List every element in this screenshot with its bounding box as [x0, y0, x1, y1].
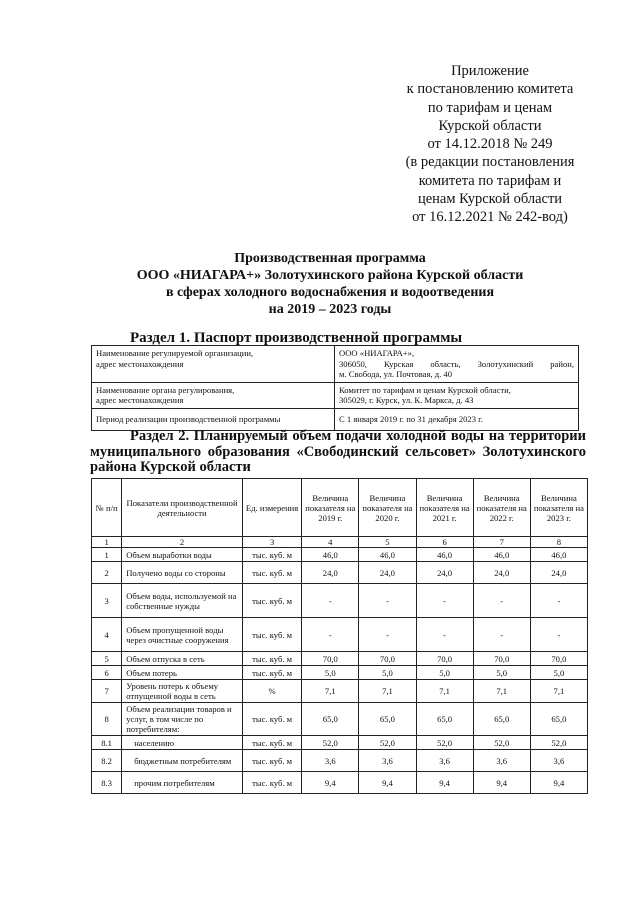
- section1-title: Раздел 1. Паспорт производственной программы: [130, 330, 463, 346]
- appendix-line: (в редакции постановления: [405, 154, 575, 171]
- table-body: [92, 548, 588, 794]
- section2-title-line: муниципального образования «Свободинский сельсовет» Золотухинского: [90, 443, 586, 460]
- passport-label: [92, 408, 335, 430]
- value-cell: 52,0: [416, 736, 473, 750]
- indicator-name: бюджетным потребителям: [122, 750, 243, 772]
- value-cell: 9,4: [530, 772, 587, 794]
- value-cell: 46,0: [359, 548, 416, 562]
- appendix-line: Приложение: [451, 63, 529, 79]
- value-cell: 70,0: [530, 652, 587, 666]
- indicator-name: Объем реализации товаров и услуг, в том числе по потребителям:: [122, 703, 243, 736]
- value-cell: 7,1: [530, 680, 587, 703]
- indicator-name: Объем воды, используемой на собственные нужды: [122, 584, 243, 618]
- value-cell: -: [359, 584, 416, 618]
- indicator-name: Объем отпуска в сеть: [122, 652, 243, 666]
- unit-cell: тыс. куб. м: [242, 772, 301, 794]
- value-cell: 24,0: [302, 562, 359, 584]
- indicator-name: Объем потерь: [122, 666, 243, 680]
- passport-label-line: Период реализации производственной программы: [96, 413, 281, 424]
- value-cell: 24,0: [530, 562, 587, 584]
- column-number: 4: [302, 537, 359, 548]
- column-number: 1: [92, 537, 122, 548]
- indicator-name: Объем выработки воды: [122, 548, 243, 562]
- table-row: [92, 562, 588, 584]
- value-cell: 7,1: [302, 680, 359, 703]
- table-row: [92, 772, 588, 794]
- section2-title-line: района Курской области: [90, 459, 251, 475]
- passport-row: [92, 382, 579, 408]
- value-cell: 24,0: [473, 562, 530, 584]
- appendix-line: от 14.12.2018 № 249: [427, 136, 553, 153]
- passport-label: [92, 346, 335, 383]
- indicator-name: прочим потребителям: [122, 772, 243, 794]
- column-number: 2: [122, 537, 243, 548]
- passport-label: [92, 382, 335, 408]
- row-number: 5: [92, 652, 122, 666]
- value-cell: 5,0: [473, 666, 530, 680]
- value-cell: -: [302, 618, 359, 652]
- value-cell: 46,0: [416, 548, 473, 562]
- section2-title-line: Раздел 2. Планируемый объем подачи холодной воды на территории: [130, 428, 586, 444]
- row-number: 8.1: [92, 736, 122, 750]
- value-cell: -: [416, 618, 473, 652]
- value-cell: 24,0: [359, 562, 416, 584]
- header-cell: Величина показателя на 2019 г.: [302, 479, 359, 537]
- program-title-line: Производственная программа: [234, 251, 426, 266]
- appendix-line: по тарифам и ценам: [427, 99, 553, 116]
- row-number: 8: [92, 703, 122, 736]
- row-number: 6: [92, 666, 122, 680]
- unit-cell: тыс. куб. м: [242, 750, 301, 772]
- value-cell: 5,0: [416, 666, 473, 680]
- value-cell: 52,0: [473, 736, 530, 750]
- indicator-name: населению: [122, 736, 243, 750]
- unit-cell: тыс. куб. м: [242, 666, 301, 680]
- table-header-row: [92, 479, 588, 537]
- value-cell: -: [302, 584, 359, 618]
- unit-cell: тыс. куб. м: [242, 652, 301, 666]
- value-cell: 46,0: [473, 548, 530, 562]
- value-cell: -: [530, 584, 587, 618]
- row-number: 3: [92, 584, 122, 618]
- header-cell: Величина показателя на 2023 г.: [530, 479, 587, 537]
- passport-value: [335, 382, 579, 408]
- value-cell: 65,0: [302, 703, 359, 736]
- table-row: [92, 548, 588, 562]
- value-cell: 9,4: [473, 772, 530, 794]
- appendix-line: комитета по тарифам и: [418, 172, 562, 189]
- value-cell: 46,0: [302, 548, 359, 562]
- unit-cell: тыс. куб. м: [242, 618, 301, 652]
- table-row: [92, 736, 588, 750]
- value-cell: 70,0: [302, 652, 359, 666]
- value-cell: 3,6: [473, 750, 530, 772]
- table-row: [92, 750, 588, 772]
- value-cell: 70,0: [473, 652, 530, 666]
- program-title: [70, 250, 590, 318]
- value-cell: 52,0: [302, 736, 359, 750]
- value-cell: -: [359, 618, 416, 652]
- appendix-line: Курской области: [438, 117, 542, 134]
- indicator-name: Получено воды со стороны: [122, 562, 243, 584]
- value-cell: 46,0: [530, 548, 587, 562]
- row-number: 2: [92, 562, 122, 584]
- value-cell: 7,1: [359, 680, 416, 703]
- table-row: [92, 618, 588, 652]
- value-cell: -: [473, 584, 530, 618]
- passport-value-line: Комитет по тарифам и ценам Курской области,: [339, 384, 511, 395]
- unit-cell: %: [242, 680, 301, 703]
- unit-cell: тыс. куб. м: [242, 736, 301, 750]
- column-number: 8: [530, 537, 587, 548]
- row-number: 4: [92, 618, 122, 652]
- section2-title: [90, 429, 586, 476]
- column-number: 3: [242, 537, 301, 548]
- column-number: 5: [359, 537, 416, 548]
- passport-row: [92, 408, 579, 430]
- passport-label-line: адрес местонахождения: [96, 358, 184, 369]
- value-cell: 24,0: [416, 562, 473, 584]
- program-title-line: ООО «НИАГАРА+» Золотухинского района Курской области: [136, 268, 524, 283]
- table-row: [92, 652, 588, 666]
- value-cell: 65,0: [359, 703, 416, 736]
- passport-value-line: С 1 января 2019 г. по 31 декабря 2023 г.: [339, 413, 483, 424]
- column-number: 7: [473, 537, 530, 548]
- table-row: [92, 666, 588, 680]
- passport-value-line: 305029, г. Курск, ул. К. Маркса, д. 43: [339, 395, 474, 406]
- value-cell: 52,0: [530, 736, 587, 750]
- indicator-name: Объем пропущенной воды через очистные сооружения: [122, 618, 243, 652]
- column-number: 6: [416, 537, 473, 548]
- passport-label-line: адрес местонахождения: [96, 395, 184, 406]
- passport-table: [91, 345, 579, 431]
- table-row: [92, 680, 588, 703]
- column-number-row: [92, 537, 588, 548]
- passport-value-line: м. Свобода, ул. Почтовая, д. 40: [339, 369, 452, 380]
- water-volume-table: [91, 478, 588, 794]
- value-cell: 52,0: [359, 736, 416, 750]
- table-row: [92, 584, 588, 618]
- header-cell: Ед. измерения: [242, 479, 301, 537]
- header-cell: Величина показателя на 2021 г.: [416, 479, 473, 537]
- value-cell: 7,1: [473, 680, 530, 703]
- header-cell: Величина показателя на 2022 г.: [473, 479, 530, 537]
- value-cell: 5,0: [302, 666, 359, 680]
- passport-value: [335, 408, 579, 430]
- value-cell: 65,0: [530, 703, 587, 736]
- indicator-name: Уровень потерь к объему отпущенной воды в сеть: [122, 680, 243, 703]
- value-cell: -: [530, 618, 587, 652]
- row-number: 1: [92, 548, 122, 562]
- passport-value-line: 306050, Курская область, Золотухинский район,: [339, 358, 574, 369]
- value-cell: 65,0: [416, 703, 473, 736]
- passport-label-line: Наименование органа регулирования,: [96, 384, 235, 395]
- value-cell: 70,0: [359, 652, 416, 666]
- program-title-line: в сферах холодного водоснабжения и водоотведения: [165, 285, 495, 300]
- program-title-line: на 2019 – 2023 годы: [268, 302, 392, 317]
- header-cell: № п/п: [92, 479, 122, 537]
- value-cell: 3,6: [359, 750, 416, 772]
- value-cell: 5,0: [359, 666, 416, 680]
- unit-cell: тыс. куб. м: [242, 584, 301, 618]
- value-cell: 7,1: [416, 680, 473, 703]
- table-row: [92, 703, 588, 736]
- header-cell: Величина показателя на 2020 г.: [359, 479, 416, 537]
- passport-row: [92, 346, 579, 383]
- value-cell: -: [416, 584, 473, 618]
- unit-cell: тыс. куб. м: [242, 703, 301, 736]
- row-number: 8.2: [92, 750, 122, 772]
- appendix-line: ценам Курской области: [417, 191, 563, 208]
- passport-value-line: ООО «НИАГАРА+»,: [339, 348, 415, 358]
- value-cell: 3,6: [416, 750, 473, 772]
- value-cell: 9,4: [359, 772, 416, 794]
- passport-label-line: Наименование регулируемой организации,: [96, 348, 254, 358]
- value-cell: -: [473, 618, 530, 652]
- value-cell: 9,4: [302, 772, 359, 794]
- unit-cell: тыс. куб. м: [242, 562, 301, 584]
- appendix-header: [380, 62, 600, 227]
- value-cell: 3,6: [530, 750, 587, 772]
- value-cell: 70,0: [416, 652, 473, 666]
- unit-cell: тыс. куб. м: [242, 548, 301, 562]
- header-cell: Показатели производственной деятельности: [122, 479, 243, 537]
- value-cell: 5,0: [530, 666, 587, 680]
- value-cell: 65,0: [473, 703, 530, 736]
- value-cell: 3,6: [302, 750, 359, 772]
- row-number: 8.3: [92, 772, 122, 794]
- appendix-line: к постановлению комитета: [406, 81, 574, 98]
- value-cell: 9,4: [416, 772, 473, 794]
- passport-value: [335, 346, 579, 383]
- appendix-line: от 16.12.2021 № 242-вод): [412, 209, 568, 226]
- row-number: 7: [92, 680, 122, 703]
